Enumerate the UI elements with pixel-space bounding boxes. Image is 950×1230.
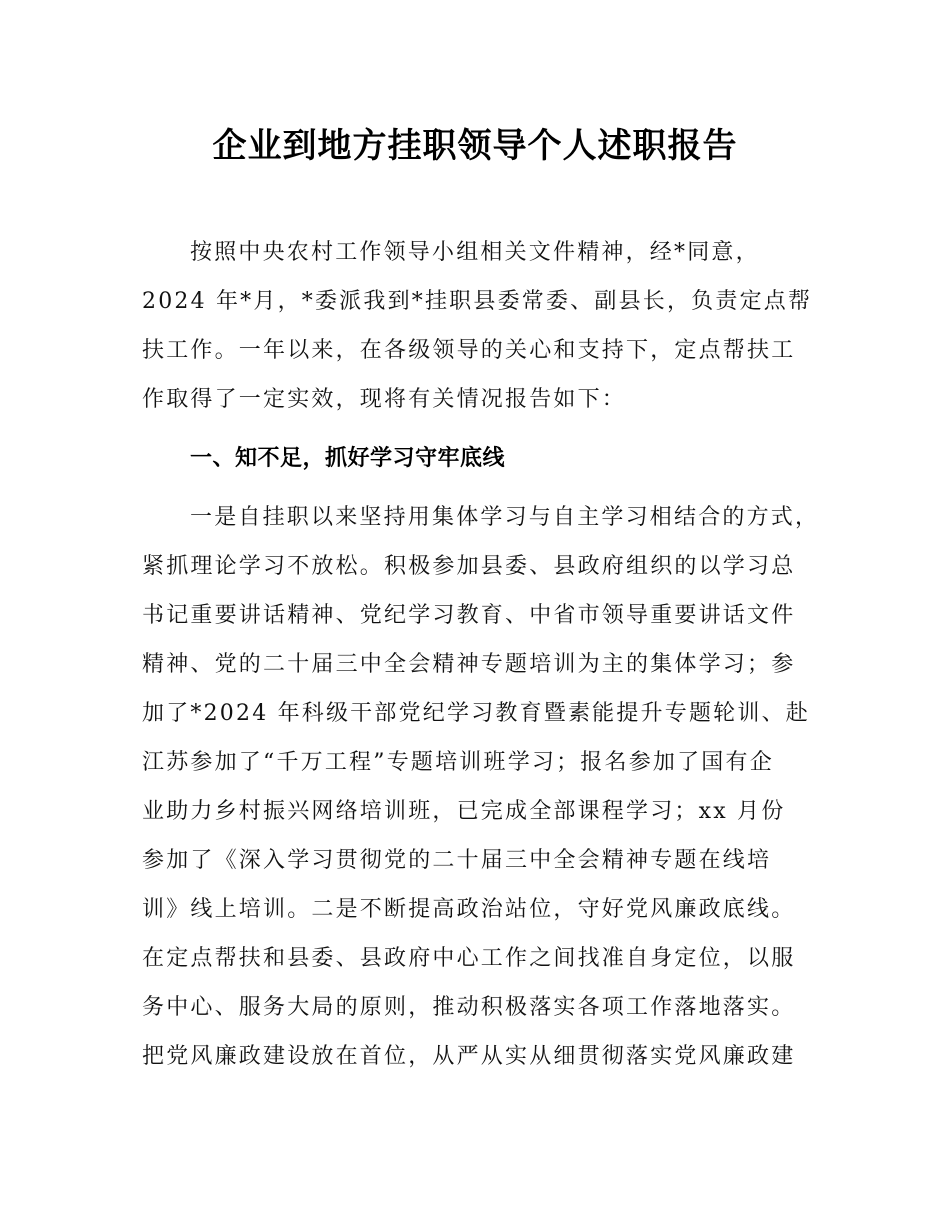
intro-line: 作取得了一定实效，现将有关情况报告如下： <box>142 387 627 412</box>
intro-line: 2024 年*月，*委派我到*挂职县委常委、副县长，负责定点帮 <box>142 289 813 314</box>
section-line: 在定点帮扶和县委、县政府中心工作之间找准自身定位，以服 <box>142 946 796 971</box>
section-line: 参加了《深入学习贯彻党的二十届三中全会精神专题在线培 <box>142 848 772 873</box>
intro-line: 扶工作。一年以来，在各级领导的关心和支持下，定点帮扶工 <box>142 338 796 363</box>
section-line: 把党风廉政建设放在首位，从严从实从细贯彻落实党风廉政建 <box>142 1044 796 1069</box>
paragraph-gap <box>142 424 832 434</box>
section-line: 紧抓理论学习不放松。积极参加县委、县政府组织的以学习总 <box>142 554 796 579</box>
section-line: 一是自挂职以来坚持用集体学习与自主学习相结合的方式， <box>190 505 820 530</box>
section-line: 书记重要讲话精神、党纪学习教育、中省市领导重要讲话文件 <box>142 603 796 628</box>
section-heading: 一、知不足，抓好学习守牢底线 <box>190 446 506 471</box>
paragraph-gap <box>142 483 832 493</box>
section-line: 精神、党的二十届三中全会精神专题培训为主的集体学习；参 <box>142 652 796 677</box>
section-line: 江苏参加了“千万工程”专题培训班学习；报名参加了国有企 <box>142 750 774 775</box>
document-body <box>142 228 832 1081</box>
intro-line: 按照中央农村工作领导小组相关文件精神，经*同意， <box>190 240 760 265</box>
section-line: 业助力乡村振兴网络培训班，已完成全部课程学习；xx 月份 <box>142 799 786 824</box>
section-line: 训》线上培训。二是不断提高政治站位，守好党风廉政底线。 <box>142 897 796 922</box>
section-line: 加了*2024 年科级干部党纪学习教育暨素能提升专题轮训、赴 <box>142 701 810 726</box>
document-title: 企业到地方挂职领导个人述职报告 <box>212 126 738 166</box>
section-line: 务中心、服务大局的原则，推动积极落实各项工作落地落实。 <box>142 995 796 1020</box>
